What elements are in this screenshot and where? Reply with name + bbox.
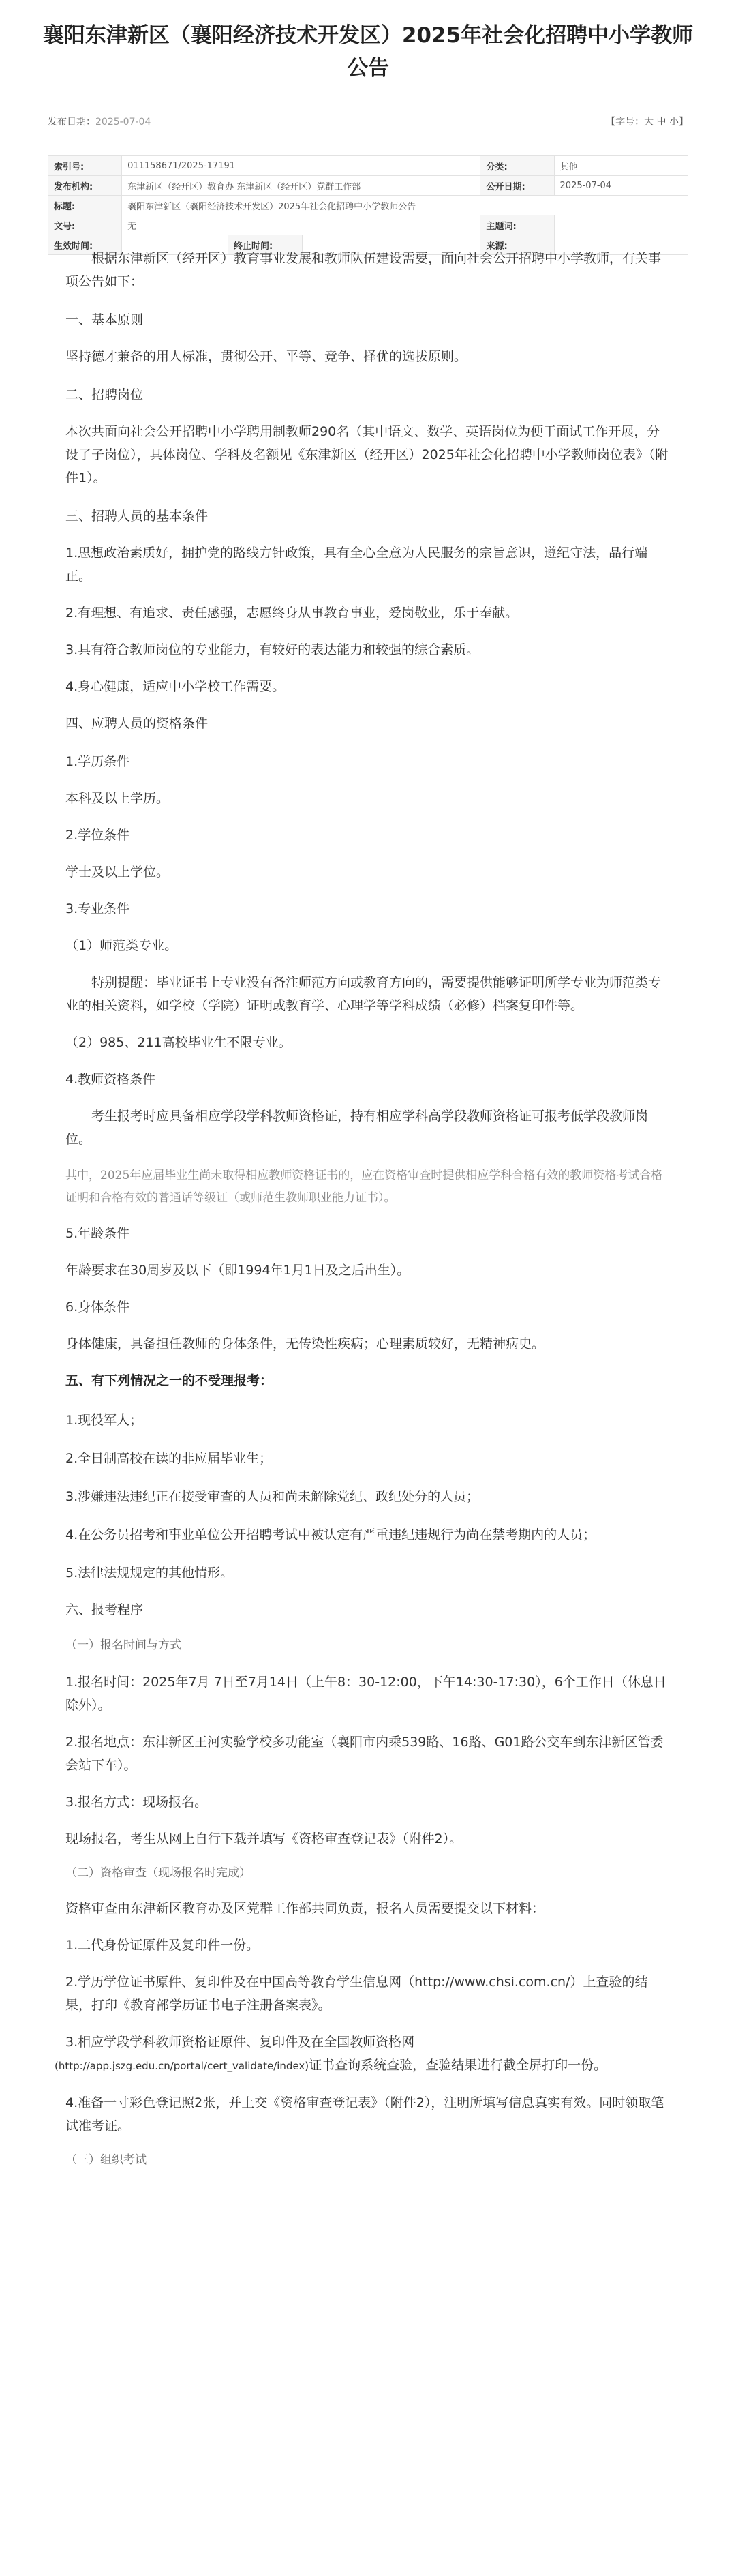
paragraph: 现场报名，考生从网上自行下载并填写《资格审查登记表》（附件2）。 [65, 1831, 463, 1846]
paragraph: 本科及以上学历。 [65, 791, 170, 806]
publish-date-label: 发布日期： [48, 117, 95, 128]
paragraph: 2.全日制高校在读的非应届毕业生； [65, 1451, 273, 1466]
section-heading: 五、有下列情况之一的不受理报考： [65, 1373, 273, 1388]
paragraph: 4.身心健康，适应中小学校工作需要。 [65, 679, 286, 694]
info-row [48, 156, 688, 176]
paragraph: 6.身体条件 [65, 1300, 130, 1315]
subsection-heading: （二）资格审查（现场报名时完成） [65, 1866, 251, 1880]
paragraph [55, 2031, 671, 2078]
info-value: 无 [122, 215, 480, 235]
font-size-medium-link[interactable]: 中 [656, 117, 666, 128]
subsection-heading: （一）报名时间与方式 [65, 1638, 181, 1652]
cert-url: (http://app.jszg.edu.cn/portal/cert_validate/index) [55, 2060, 309, 2072]
publish-date [48, 115, 151, 128]
paragraph-text: 证书查询系统查验，查验结果进行截全屏打印一份。 [309, 2058, 607, 2073]
paragraph: 坚持德才兼备的用人标准，贯彻公开、平等、竞争、择优的选拔原则。 [65, 349, 467, 364]
paragraph: 3.涉嫌违法违纪正在接受审查的人员和尚未解除党纪、政纪处分的人员； [65, 1489, 480, 1504]
paragraph: （1）师范类专业。 [65, 938, 178, 953]
paragraph: 4.教师资格条件 [65, 1072, 156, 1087]
paragraph: 身体健康，具备担任教师的身体条件，无传染性疾病；心理素质较好，无精神病史。 [65, 1336, 545, 1351]
info-table [48, 155, 688, 255]
paragraph: 3.具有符合教师岗位的专业能力，有较好的表达能力和较强的综合素质。 [65, 642, 480, 657]
paragraph: 1.学历条件 [65, 754, 130, 769]
paragraph: 5.法律法规规定的其他情形。 [65, 1566, 234, 1581]
info-value: 其他 [554, 156, 688, 176]
info-key: 生效时间: [48, 235, 122, 255]
paragraph: 5.年龄条件 [65, 1226, 130, 1241]
paragraph: 根据东津新区（经开区）教育事业发展和教师队伍建设需要，面向社会公开招聘中小学教师，有关事项公告如下： [65, 251, 662, 289]
paragraph: 1.报名时间：2025年7月 7日至7月14日（上午8：30-12:00，下午14:30-17:30），6个工作日（休息日除外）。 [65, 1675, 666, 1713]
section-heading: 四、应聘人员的资格条件 [65, 716, 209, 731]
info-key: 发布机构: [48, 176, 122, 196]
info-value: 011158671/2025-17191 [122, 156, 480, 176]
section-heading: 二、招聘岗位 [65, 387, 144, 402]
info-key: 标题: [48, 196, 122, 215]
info-row [48, 215, 688, 235]
info-key: 索引号: [48, 156, 122, 176]
info-value [554, 215, 688, 235]
info-value: 襄阳东津新区（襄阳经济技术开发区）2025年社会化招聘中小学教师公告 [122, 196, 688, 215]
section-heading: 一、基本原则 [65, 312, 144, 327]
page-title: 襄阳东津新区（襄阳经济技术开发区）2025年社会化招聘中小学教师公告 [42, 23, 694, 80]
font-size-label: 【字号： [606, 117, 645, 128]
info-key: 终止时间: [228, 235, 302, 255]
info-value: 2025-07-04 [554, 176, 688, 196]
info-row [48, 196, 688, 215]
font-size-end: 】 [679, 117, 688, 128]
paragraph: 特别提醒：毕业证书上专业没有备注师范方向或教育方向的，需要提供能够证明所学专业为师范类专业的相关资料，如学校（学院）证明或教育学、心理学等学科成绩（必修）档案复印件等。 [65, 975, 662, 1013]
article-body [55, 247, 671, 2172]
info-key: 来源: [480, 235, 554, 255]
paragraph: 考生报考时应具备相应学段学科教师资格证，持有相应学科高学段教师资格证可报考低学段教师岗位。 [65, 1109, 649, 1147]
paragraph: 本次共面向社会公开招聘中小学聘用制教师290名（其中语文、数学、英语岗位为便于面试工作开展，分设了子岗位），具体岗位、学科及名额见《东津新区（经开区）2025年社会化招聘中小学教师岗位表》（附件1）。 [65, 424, 669, 485]
info-key: 主题词: [480, 215, 554, 235]
paragraph: 1.思想政治素质好，拥护党的路线方针政策，具有全心全意为人民服务的宗旨意识，遵纪守法，品行端正。 [65, 545, 648, 584]
paragraph: 1.现役军人； [65, 1413, 143, 1428]
paragraph: 学士及以上学位。 [65, 865, 170, 880]
paragraph: 4.准备一寸彩色登记照2张，并上交《资格审查登记表》（附件2），注明所填写信息真实有效。同时领取笔试准考证。 [65, 2095, 664, 2133]
paragraph: 2.学位条件 [65, 828, 130, 843]
paragraph: 3.专业条件 [65, 901, 130, 916]
paragraph: 2.有理想、有追求、责任感强，志愿终身从事教育事业，爱岗敬业，乐于奉献。 [65, 605, 519, 620]
font-size-switcher [606, 115, 688, 128]
info-value: 东津新区（经开区）教育办 东津新区（经开区）党群工作部 [122, 176, 480, 196]
paragraph: 1.二代身份证原件及复印件一份。 [65, 1938, 260, 1953]
subsection-heading: （三）组织考试 [65, 2153, 147, 2167]
paragraph: 2.报名地点：东津新区王河实验学校多功能室（襄阳市内乘539路、16路、G01路公交车到东津新区管委会站下车）。 [65, 1735, 664, 1773]
info-key: 文号: [48, 215, 122, 235]
paragraph: （2）985、211高校毕业生不限专业。 [65, 1035, 292, 1050]
note-paragraph: 其中，2025年应届毕业生尚未取得相应教师资格证书的，应在资格审查时提供相应学科合格有效的教师资格考试合格证明和合格有效的普通话等级证（或师范生教师职业能力证书）。 [65, 1169, 663, 1205]
section-heading: 六、报考程序 [65, 1602, 144, 1617]
font-size-large-link[interactable]: 大 [644, 117, 654, 128]
font-size-small-link[interactable]: 小 [669, 117, 679, 128]
paragraph: 4.在公务员招考和事业单位公开招聘考试中被认定有严重违纪违规行为尚在禁考期内的人员； [65, 1527, 596, 1542]
paragraph: 3.报名方式：现场报名。 [65, 1795, 208, 1810]
info-key: 公开日期: [480, 176, 554, 196]
paragraph-text: 3.相应学段学科教师资格证原件、复印件及在全国教师资格网 [65, 2035, 415, 2050]
paragraph: 资格审查由东津新区教育办及区党群工作部共同负责，报名人员需要提交以下材料： [65, 1901, 545, 1916]
publish-date-value: 2025-07-04 [95, 117, 151, 128]
info-row [48, 176, 688, 196]
info-key: 分类: [480, 156, 554, 176]
section-heading: 三、招聘人员的基本条件 [65, 509, 209, 524]
paragraph: 年龄要求在30周岁及以下（即1994年1月1日及之后出生）。 [65, 1263, 410, 1278]
paragraph: 2.学历学位证书原件、复印件及在中国高等教育学生信息网（http://www.chsi.com.cn/）上查验的结果，打印《教育部学历证书电子注册备案表》。 [65, 1975, 648, 2013]
